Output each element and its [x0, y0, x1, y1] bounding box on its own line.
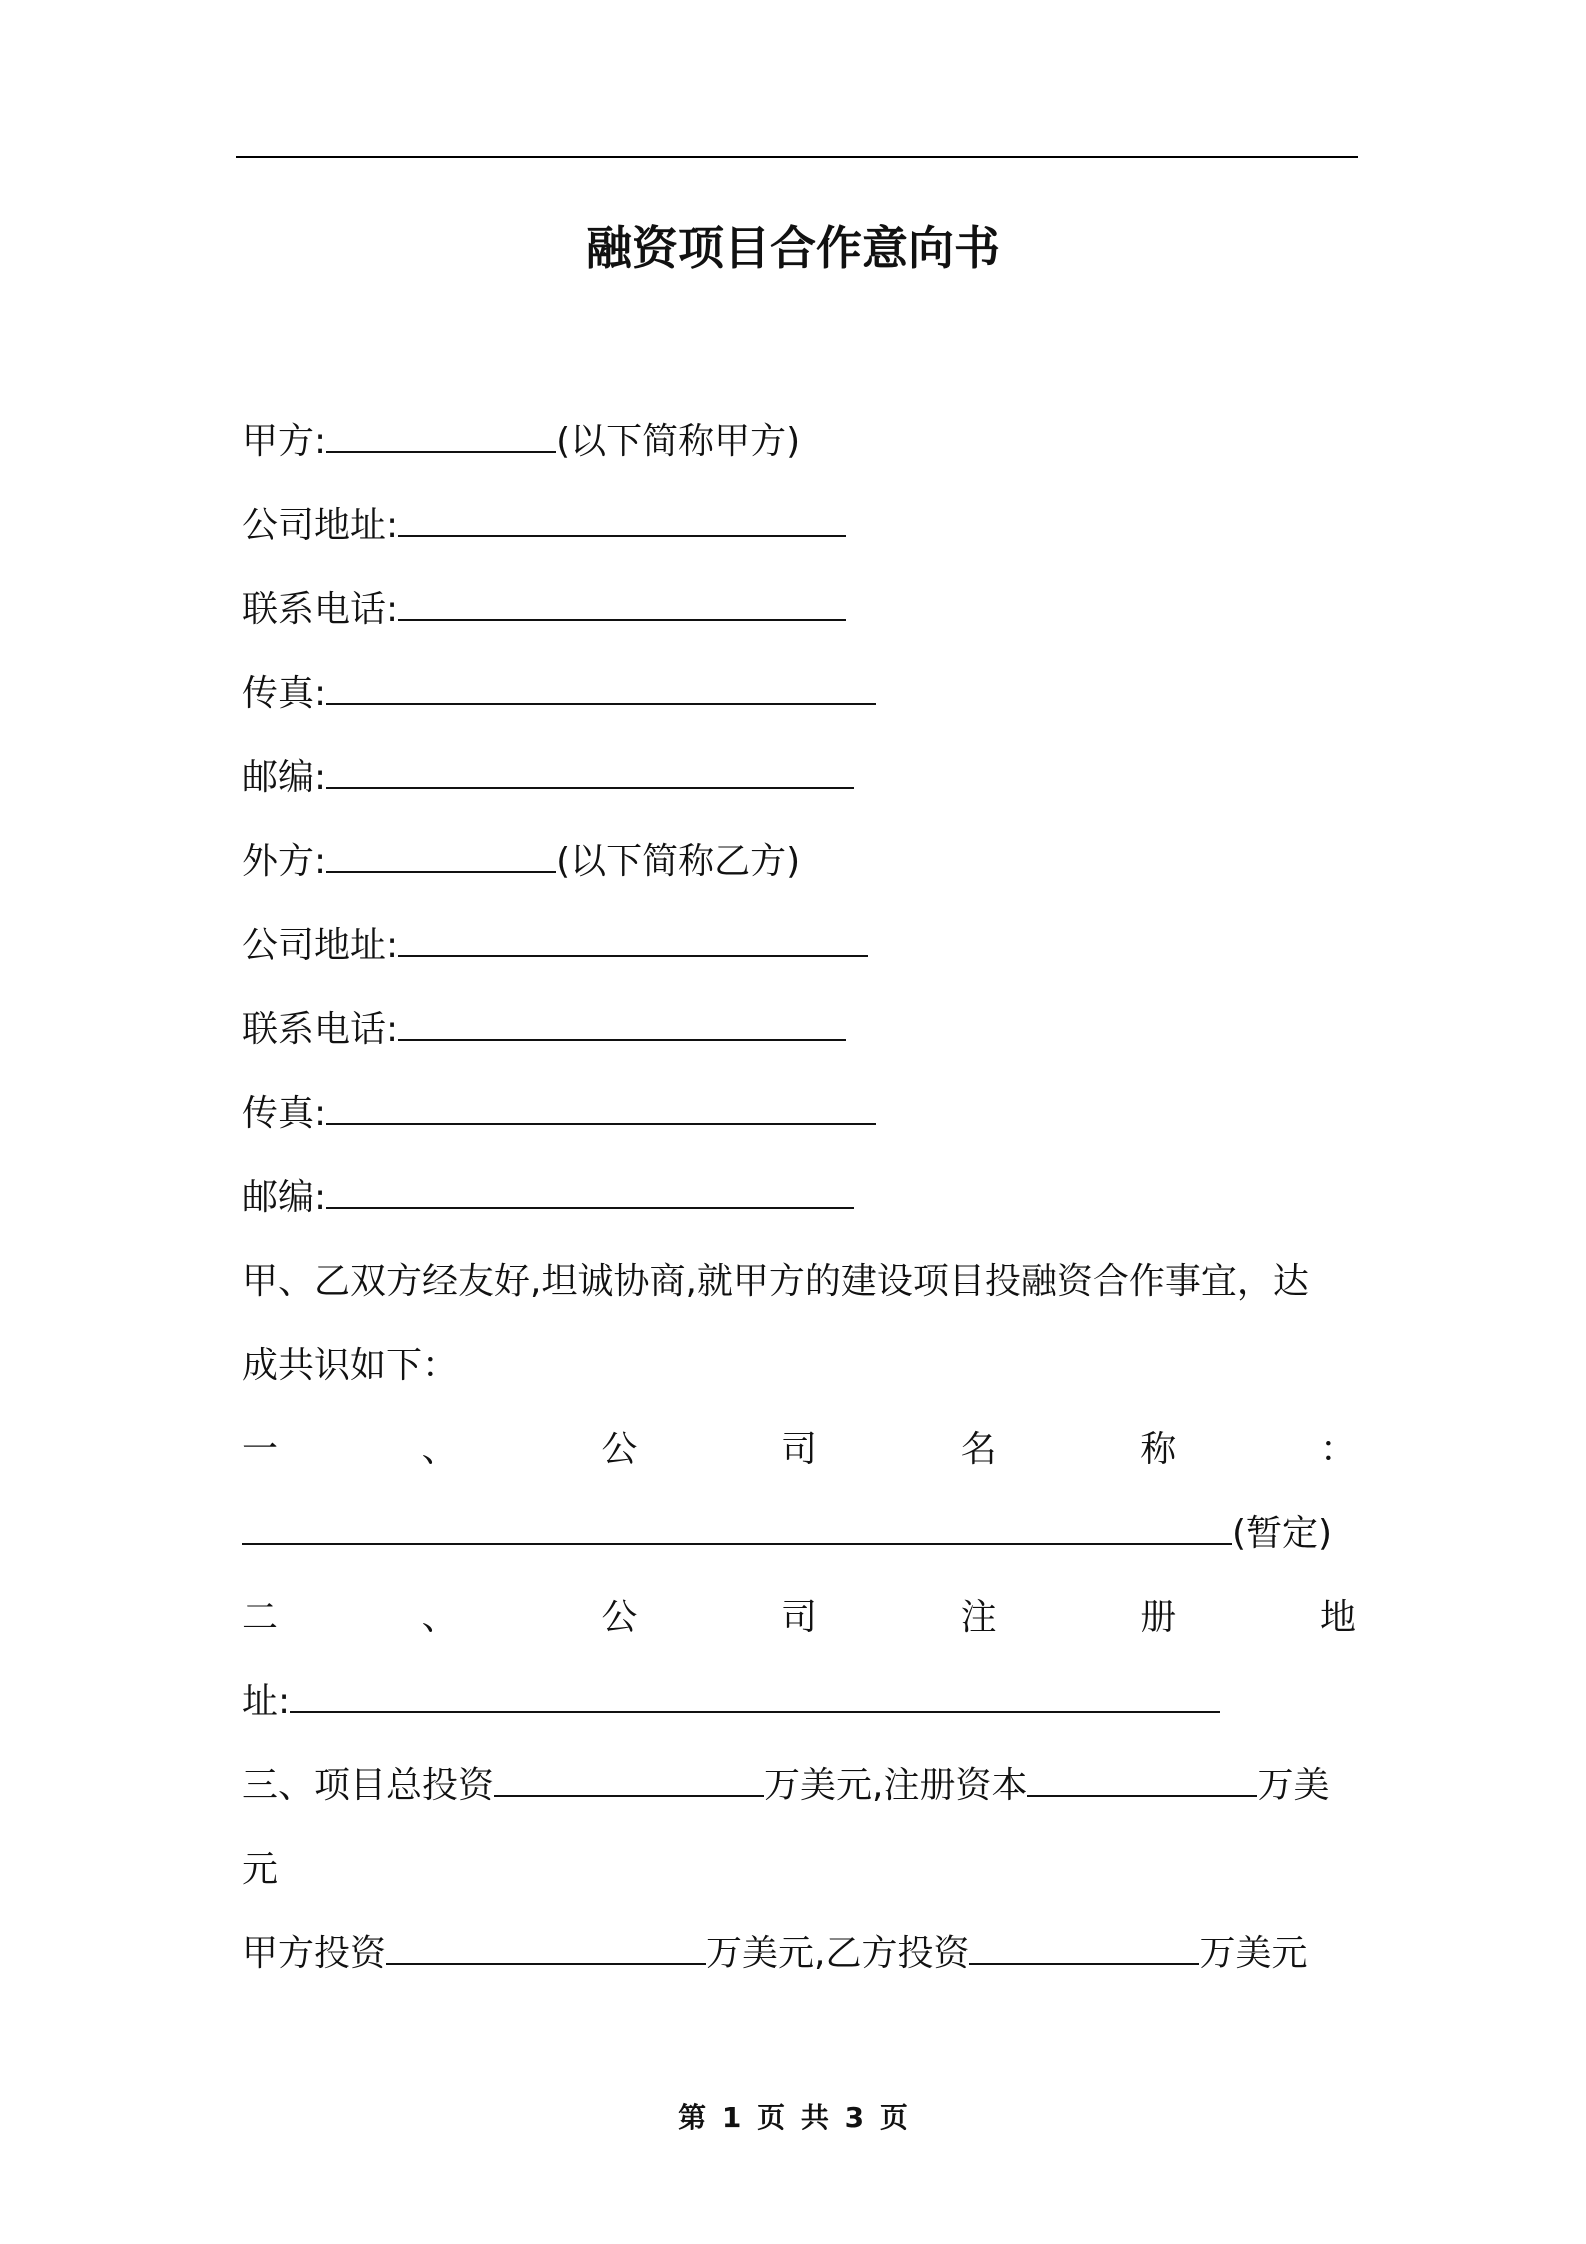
party-a-name-blank: [326, 413, 556, 453]
clause-2-fill-line: [242, 1660, 1356, 1744]
clause-1-fill-line: [242, 1492, 1356, 1576]
party-a-address-label: 公司地址:: [242, 505, 399, 546]
clause-1-char: 一: [242, 1429, 279, 1470]
clause-2-char: 地: [1319, 1597, 1356, 1638]
clause-3-part1: 三、项目总投资: [242, 1765, 495, 1806]
party-a-fax-blank: [326, 665, 876, 705]
party-a-fax-label: 传真:: [242, 673, 327, 714]
party-b-name-blank: [326, 833, 556, 873]
clause-2-cont: 址:: [242, 1681, 291, 1722]
clause-2-char: 、: [421, 1597, 458, 1638]
party-b-address-blank: [398, 917, 868, 957]
party-b-fax-blank: [326, 1085, 876, 1125]
party-a-fax-line: [242, 652, 1356, 736]
page-footer: 第 1 页 共 3 页: [678, 2101, 908, 2134]
party-b-phone-blank: [398, 1001, 846, 1041]
party-a-phone-line: [242, 568, 1356, 652]
party-a-phone-label: 联系电话:: [242, 589, 399, 630]
investment-unit: 万美元: [1199, 1933, 1308, 1974]
party-b-address-line: [242, 904, 1356, 988]
party-b-suffix: (以下简称乙方): [556, 841, 801, 882]
investment-line: [242, 1912, 1356, 1996]
document-body: [242, 400, 1356, 1996]
party-b-phone-line: [242, 988, 1356, 1072]
party-a-postcode-blank: [326, 749, 854, 789]
party-a-phone-blank: [398, 581, 846, 621]
registered-address-blank: [290, 1673, 1220, 1713]
clause-1-char: 名: [960, 1429, 997, 1470]
company-name-blank: [242, 1505, 1232, 1545]
investment-mid: 万美元,乙方投资: [706, 1933, 970, 1974]
clause-2-char: 二: [242, 1597, 279, 1638]
clause-2-char: 司: [780, 1597, 817, 1638]
clause-1-char: 、: [421, 1429, 458, 1470]
clause-3-cont-line: 元: [242, 1849, 279, 1890]
party-b-address-label: 公司地址:: [242, 925, 399, 966]
party-b-phone-label: 联系电话:: [242, 1009, 399, 1050]
clause-1-char: ：: [1319, 1429, 1356, 1470]
intro-line-1: 甲、乙双方经友好,坦诚协商,就甲方的建设项目投融资合作事宜，达: [242, 1261, 1309, 1302]
header-rule: [236, 156, 1358, 158]
party-a-label: 甲方:: [242, 421, 327, 462]
party-b-line: [242, 820, 1356, 904]
party-b-label: 外方:: [242, 841, 327, 882]
clause-1-suffix: (暂定): [1232, 1513, 1333, 1554]
clause-2-char: 注: [960, 1597, 997, 1638]
party-a-postcode-line: [242, 736, 1356, 820]
clause-2-char: 册: [1140, 1597, 1177, 1638]
clause-3-part2: 万美元,注册资本: [764, 1765, 1028, 1806]
clause-3-part3: 万美: [1257, 1765, 1330, 1806]
party-b-postcode-label: 邮编:: [242, 1177, 327, 1218]
clause-3-line: [242, 1744, 1356, 1828]
total-investment-blank: [494, 1757, 764, 1797]
party-a-investment-blank: [386, 1925, 706, 1965]
party-a-suffix: (以下简称甲方): [556, 421, 801, 462]
party-b-fax-label: 传真:: [242, 1093, 327, 1134]
party-b-investment-blank: [969, 1925, 1199, 1965]
party-a-line: [242, 400, 1356, 484]
party-a-address-line: [242, 484, 1356, 568]
party-b-fax-line: [242, 1072, 1356, 1156]
document-title: 融资项目合作意向书: [586, 221, 1000, 275]
clause-1-char: 司: [780, 1429, 817, 1470]
clause-1-heading: [242, 1408, 1356, 1492]
party-a-postcode-label: 邮编:: [242, 757, 327, 798]
clause-2-char: 公: [601, 1597, 638, 1638]
party-a-address-blank: [398, 497, 846, 537]
party-b-postcode-blank: [326, 1169, 854, 1209]
party-b-postcode-line: [242, 1156, 1356, 1240]
clause-1-char: 公: [601, 1429, 638, 1470]
clause-1-char: 称: [1140, 1429, 1177, 1470]
party-a-investment-label: 甲方投资: [242, 1933, 387, 1974]
registered-capital-blank: [1027, 1757, 1257, 1797]
clause-2-heading: [242, 1576, 1356, 1660]
intro-line-2: 成共识如下：: [242, 1345, 459, 1386]
